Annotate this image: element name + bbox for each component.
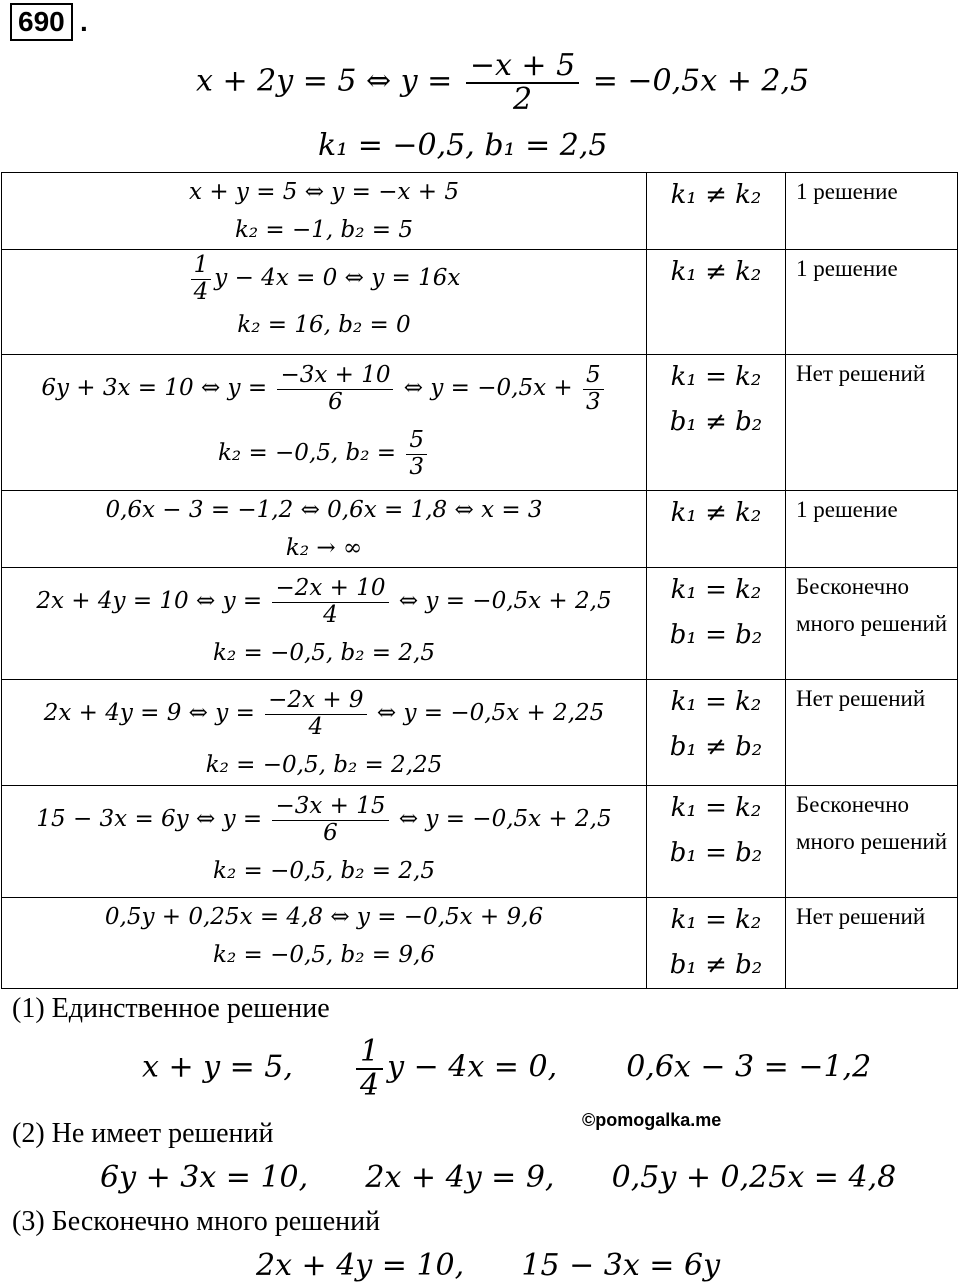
row3-fraction2 (583, 363, 604, 415)
row3-kb-num: 5 (406, 428, 427, 454)
row2-result: 1 решение (796, 256, 898, 281)
row2-frac-den: 4 (193, 278, 209, 305)
row5-eq-b: ⇔ y = −0,5x + 2,5 (398, 588, 612, 614)
c1-eq-a: x + y = 5, (142, 1049, 293, 1085)
row6-cmp2: b₁ ≠ b₂ (669, 732, 763, 762)
conclusion-1-equations (142, 1036, 871, 1101)
table-row (2, 680, 958, 786)
header-eq-left: x + 2y = 5 ⇔ y = (196, 63, 453, 99)
row7-frac-den: 6 (323, 819, 338, 846)
table-row (2, 250, 958, 355)
row1-equation: x + y = 5 ⇔ y = −x + 5 (189, 179, 459, 205)
table-row (2, 173, 958, 250)
row3-eq-b: ⇔ y = −0,5x + (403, 375, 573, 401)
row7-result: Бесконечно много решений (796, 792, 948, 854)
row3-kb-fraction (406, 428, 427, 480)
row1-kb: k₂ = −1, b₂ = 5 (234, 217, 414, 243)
row6-eq-b: ⇔ y = −0,5x + 2,25 (376, 700, 605, 726)
row2-kb: k₂ = 16, b₂ = 0 (237, 312, 411, 338)
conclusion-3-equations: 2x + 4y = 10, 15 − 3x = 6y (256, 1248, 721, 1283)
table-row (2, 568, 958, 680)
row1-result: 1 решение (796, 179, 898, 204)
header-frac-den: 2 (512, 81, 533, 117)
row3-fraction (277, 363, 393, 415)
row8-cmp2: b₁ ≠ b₂ (669, 950, 763, 980)
row7-fraction (272, 794, 388, 846)
row3-kb-den: 3 (409, 453, 424, 480)
row5-eq-a: 2x + 4y = 10 ⇔ y = (36, 588, 263, 614)
row6-frac-num: −2x + 9 (265, 688, 366, 714)
problem-number-dot: . (80, 6, 88, 37)
row6-cmp1: k₁ = k₂ (670, 687, 762, 717)
row2-fraction (191, 253, 212, 305)
systems-table (1, 172, 958, 989)
row5-cmp1: k₁ = k₂ (670, 575, 762, 605)
c1-fraction (356, 1036, 383, 1101)
conclusion-3-title: (3) Бесконечно много решений (12, 1206, 381, 1237)
header-kb: k₁ = −0,5, b₁ = 2,5 (318, 128, 608, 163)
table-row (2, 786, 958, 898)
conclusion-2-title: (2) Не имеет решений (12, 1118, 274, 1149)
row3-frac-den: 6 (328, 388, 343, 415)
row5-frac-num: −2x + 10 (272, 576, 388, 602)
table-row (2, 898, 958, 989)
row1-cmp: k₁ ≠ k₂ (670, 180, 762, 210)
c1-eq-b: y − 4x = 0, (387, 1049, 558, 1085)
row3-result: Нет решений (796, 361, 926, 386)
header-eq-right: = −0,5x + 2,5 (592, 63, 810, 99)
header-fraction (466, 50, 579, 115)
row6-fraction (265, 688, 366, 740)
row7-eq-a: 15 − 3x = 6y ⇔ y = (36, 806, 263, 832)
row6-equation (2, 680, 646, 746)
table-row (2, 491, 958, 568)
row4-equation: 0,6x − 3 = −1,2 ⇔ 0,6x = 1,8 ⇔ x = 3 (105, 497, 543, 523)
row7-kb: k₂ = −0,5, b₂ = 2,5 (213, 858, 435, 884)
row3-frac2-num: 5 (583, 363, 604, 389)
row3-kb (2, 421, 646, 485)
row3-cmp2: b₁ ≠ b₂ (669, 407, 763, 437)
row3-eq-a: 6y + 3x = 10 ⇔ y = (41, 375, 268, 401)
row2-eq-text: y − 4x = 0 ⇔ y = 16x (214, 265, 461, 291)
row7-equation (2, 786, 646, 852)
row7-cmp1: k₁ = k₂ (670, 793, 762, 823)
header-frac-num: −x + 5 (466, 50, 579, 84)
row6-result: Нет решений (796, 686, 926, 711)
row2-equation (2, 250, 646, 306)
row5-equation (2, 568, 646, 634)
c1-eq-c: 0,6x − 3 = −1,2 (626, 1049, 872, 1085)
row6-eq-a: 2x + 4y = 9 ⇔ y = (43, 700, 255, 726)
row8-result: Нет решений (796, 904, 926, 929)
row7-frac-num: −3x + 15 (272, 794, 388, 820)
c1-frac-num: 1 (356, 1036, 383, 1070)
row3-cmp1: k₁ = k₂ (670, 362, 762, 392)
row2-frac-num: 1 (191, 253, 212, 279)
row5-cmp2: b₁ = b₂ (669, 620, 763, 650)
row2-cmp: k₁ ≠ k₂ (670, 257, 762, 287)
row4-kb: k₂ → ∞ (285, 535, 363, 561)
row5-frac-den: 4 (323, 601, 338, 628)
row5-kb: k₂ = −0,5, b₂ = 2,5 (213, 640, 435, 666)
header-equation (196, 50, 809, 115)
row7-eq-b: ⇔ y = −0,5x + 2,5 (398, 806, 612, 832)
row3-equation (2, 355, 646, 421)
row3-frac-num: −3x + 10 (277, 363, 393, 389)
row5-fraction (272, 576, 388, 628)
problem-number: 690 (10, 3, 73, 41)
row4-cmp: k₁ ≠ k₂ (670, 498, 762, 528)
row8-cmp1: k₁ = k₂ (670, 905, 762, 935)
row3-frac2-den: 3 (585, 388, 601, 415)
row7-cmp2: b₁ = b₂ (669, 838, 763, 868)
row8-equation: 0,5y + 0,25x = 4,8 ⇔ y = −0,5x + 9,6 (104, 904, 544, 930)
table-row (2, 355, 958, 491)
row6-frac-den: 4 (308, 713, 324, 740)
row4-result: 1 решение (796, 497, 898, 522)
c1-frac-den: 4 (360, 1067, 380, 1103)
conclusion-1-title: (1) Единственное решение (12, 993, 330, 1024)
row8-kb: k₂ = −0,5, b₂ = 9,6 (213, 942, 435, 968)
row3-kb-a: k₂ = −0,5, b₂ = (217, 440, 397, 466)
watermark: ©pomogalka.me (582, 1110, 722, 1130)
row6-kb: k₂ = −0,5, b₂ = 2,25 (205, 752, 443, 778)
row5-result: Бесконечно много решений (796, 574, 948, 636)
conclusion-2-equations: 6y + 3x = 10, 2x + 4y = 9, 0,5y + 0,25x = 4,8 (100, 1160, 897, 1195)
